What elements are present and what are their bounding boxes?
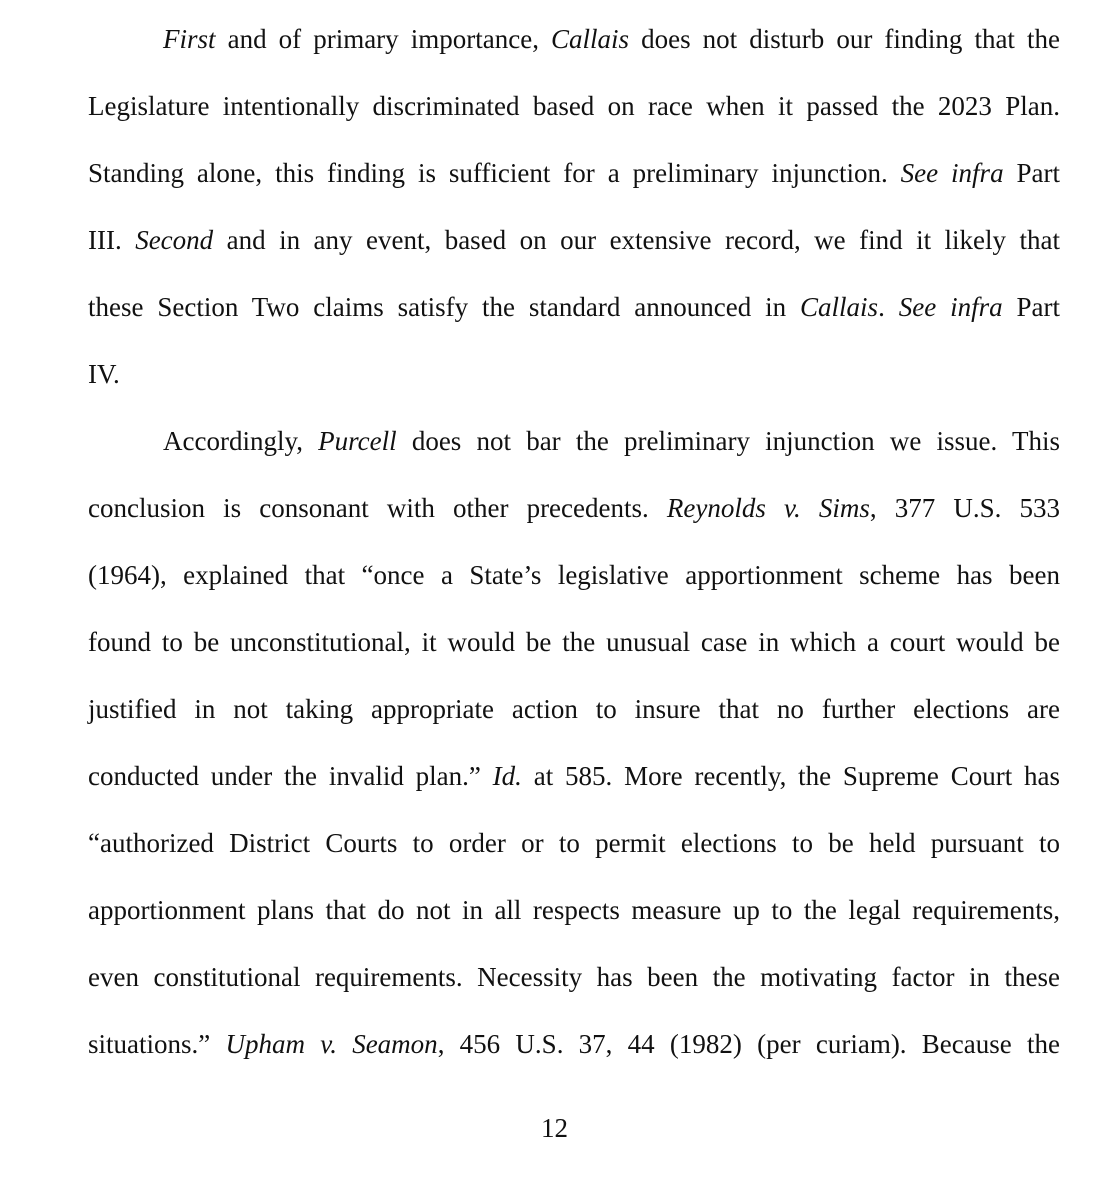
citation-signal: Id. (492, 761, 522, 791)
body-text-line (88, 354, 1060, 394)
body-text-line (88, 1024, 1060, 1064)
text-run: apportionment plans that do not in all respects measure up to the legal requirements, (88, 895, 1060, 925)
text-run: does not bar the preliminary injunction we issue. This (396, 426, 1060, 456)
page-number: 12 (541, 1113, 568, 1143)
body-text-line (88, 890, 1060, 930)
body-text-line (88, 86, 1060, 126)
text-run: does not disturb our finding that the (629, 24, 1060, 54)
text-run: Accordingly, (163, 426, 319, 456)
text-run: and in any event, based on our extensive record, we find it likely that (213, 225, 1060, 255)
text-run: at 585. More recently, the Supreme Court has (521, 761, 1060, 791)
text-run: found to be unconstitutional, it would be the unusual case in which a court would be (88, 627, 1060, 657)
text-run: (1964), explained that “once a State’s legislative apportionment scheme has been (88, 560, 1060, 590)
body-text-line (88, 153, 1060, 193)
text-run: Part (1003, 158, 1060, 188)
case-name: Callais (800, 292, 879, 322)
case-name: Upham v. Seamon (225, 1029, 438, 1059)
text-run: , 377 U.S. 533 (869, 493, 1060, 523)
body-text-line (88, 756, 1060, 796)
body-text-line (163, 19, 1060, 59)
body-text-line (88, 287, 1060, 327)
text-run: Legislature intentionally discriminated based on race when it passed the 2023 Plan. (88, 91, 1060, 121)
text-run: . (878, 292, 899, 322)
body-text-line (88, 823, 1060, 863)
text-run: III. (88, 225, 136, 255)
italic-text: Second (135, 225, 214, 255)
text-run: conducted under the invalid plan.” (88, 761, 493, 791)
citation-signal: See infra (898, 292, 1003, 322)
text-run: IV. (88, 359, 120, 389)
text-run: and of primary importance, (215, 24, 552, 54)
body-text-line (88, 689, 1060, 729)
italic-text: First (163, 24, 216, 54)
text-run: even constitutional requirements. Necessity has been the motivating factor in these (88, 962, 1060, 992)
text-run: these Section Two claims satisfy the standard announced in (88, 292, 801, 322)
text-run: Part (1002, 292, 1061, 322)
body-text-line (163, 421, 1060, 461)
text-run: Standing alone, this finding is sufficient for a preliminary injunction. (88, 158, 901, 188)
body-text-line (88, 220, 1060, 260)
body-text-line (88, 957, 1060, 997)
text-run: conclusion is consonant with other precedents. (88, 493, 667, 523)
case-name: Purcell (318, 426, 397, 456)
citation-signal: See infra (900, 158, 1004, 188)
text-run: situations.” (88, 1029, 226, 1059)
body-text-line (88, 622, 1060, 662)
text-run: , 456 U.S. 37, 44 (1982) (per curiam). Because the (437, 1029, 1060, 1059)
body-text-line (88, 555, 1060, 595)
body-text-line (88, 488, 1060, 528)
case-name: Callais (551, 24, 630, 54)
case-name: Reynolds v. Sims (666, 493, 870, 523)
text-run: “authorized District Courts to order or to permit elections to be held pursuant to (88, 828, 1060, 858)
text-run: justified in not taking appropriate action to insure that no further elections are (88, 694, 1060, 724)
